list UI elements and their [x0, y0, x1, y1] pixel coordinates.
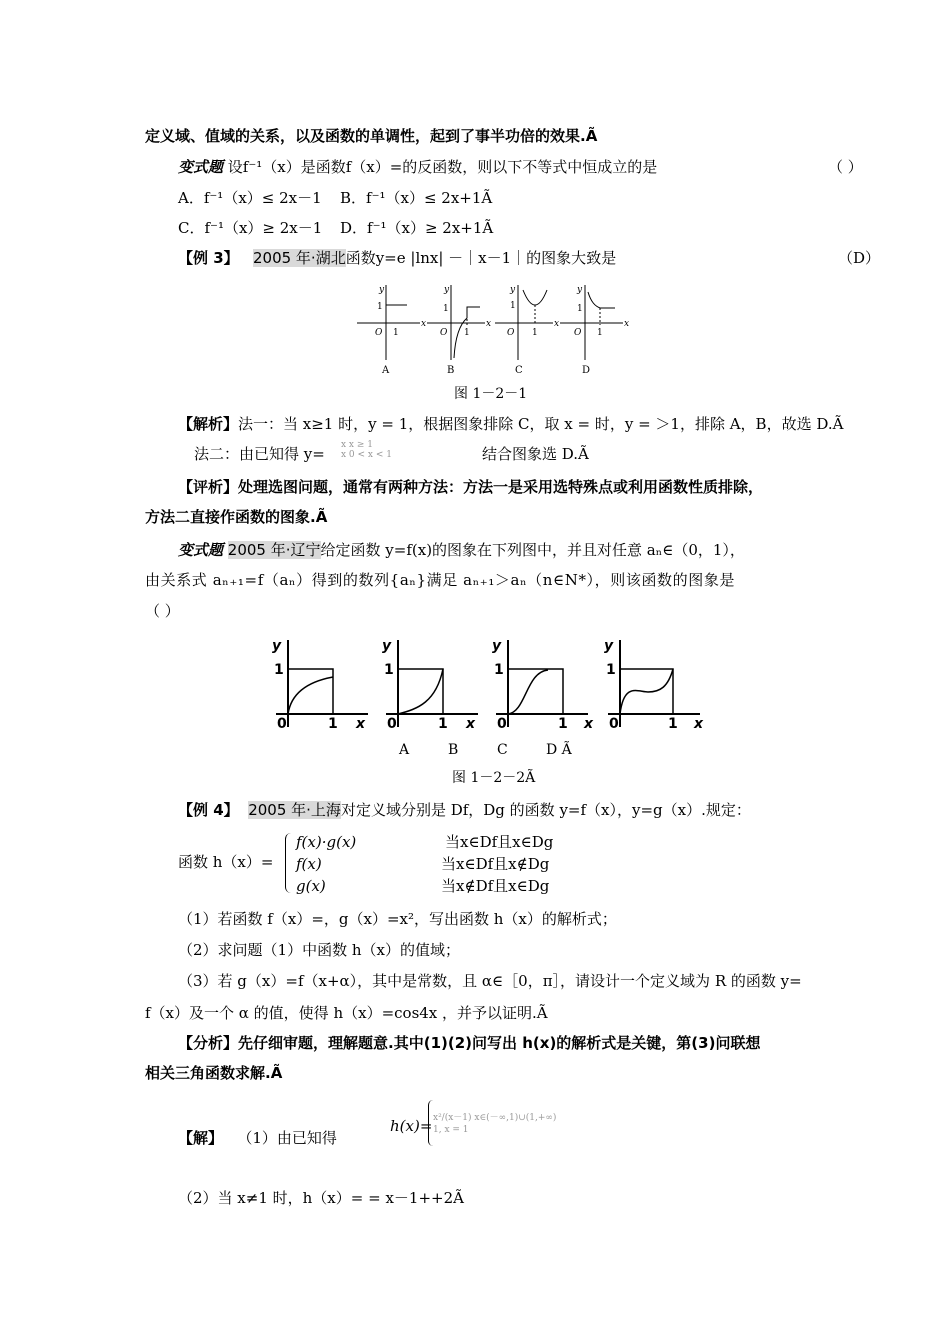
comment-line-1 [178, 477, 763, 497]
graph2-b-x-label: x [466, 716, 476, 732]
solution-4-piecewise [433, 1112, 556, 1136]
solution-4-label: 【解】 [178, 1129, 224, 1147]
h-function-label: 函数 h（x）= [178, 853, 274, 871]
piece-2: x 0 < x < 1 [341, 450, 392, 460]
figure-1-2-1 [355, 280, 635, 380]
graph-c-origin: O [507, 328, 515, 338]
graph-c-tick-x1: 1 [532, 328, 538, 338]
solution-3-method-1 [178, 414, 843, 434]
option-b: B．f⁻¹（x）≤ 2x+1Ã [340, 189, 493, 207]
variant-2-text-1: 给定函数 y=f(x)的图象在下列图中，并且对任意 aₙ∈（0，1）， [320, 541, 745, 559]
graph2-b-y-label: y [382, 638, 392, 654]
graph2-b-label: B [448, 742, 459, 758]
example-4-stem [178, 800, 751, 820]
solution-4-line-2: （2）当 x≠1 时，h（x）= = x－1++2Ã [178, 1189, 464, 1207]
graph2-b-curve [398, 669, 443, 714]
solution-4-text: （1）由已知得 [237, 1129, 337, 1147]
analysis-label: 【分析】 [178, 1034, 239, 1052]
example-4-text: 对定义域分别是 Df，Dg 的函数 y=f（x），y=g（x）.规定： [340, 801, 751, 819]
variant-1-stem [178, 157, 657, 177]
solution-4 [178, 1128, 337, 1148]
case-3-expr: g(x) [296, 877, 326, 895]
figure-1-2-2-caption: 图 1－2－2Ã [452, 770, 536, 786]
solution-3-method-2 [194, 444, 325, 464]
solution-3-m2-pre: 法二：由已知得 y= [194, 445, 325, 463]
analysis-line-1 [178, 1033, 760, 1053]
solution-3-piecewise [341, 440, 392, 460]
answer-blank: （ ） [828, 158, 863, 176]
case-1-expr: f(x)·g(x) [296, 833, 357, 851]
graph-d-x-label: x [624, 319, 630, 329]
graph-b-origin: O [440, 328, 448, 338]
solution-3-m2-post: 结合图象选 D.Ã [482, 445, 589, 463]
h-function-name: h(x)= [390, 1117, 433, 1135]
variant-label: 变式题 [178, 158, 224, 176]
graph2-b-zero: 0 [387, 716, 397, 732]
graph-c-tick-y1: 1 [510, 301, 516, 311]
graph2-b-box [398, 669, 443, 714]
variant-1-text: 设f⁻¹（x）是函数f（x）=的反函数，则以下不等式中恒成立的是 [223, 158, 658, 176]
graph-a-label: A [382, 365, 390, 376]
graph2-c-label: C [497, 742, 508, 758]
comment-text-1: 处理选图问题，通常有两种方法：方法一是采用选特殊点或利用函数性质排除， [238, 478, 764, 496]
example-3-text: 函数y=e |lnx| －｜x－1｜的图象大致是 [345, 249, 617, 267]
graph2-c-tick-y1: 1 [494, 662, 504, 678]
graph-d-tick-y1: 1 [577, 304, 583, 314]
solution-label: 【解析】 [178, 415, 239, 433]
example-3-source: 2005 年·湖北 [252, 249, 346, 267]
analysis-line-2: 相关三角函数求解.Ã [145, 1064, 283, 1082]
graph2-a-box [288, 669, 333, 714]
case-2-expr: f(x) [296, 855, 322, 873]
option-a: A．f⁻¹（x）≤ 2x－1 [178, 189, 322, 207]
example-4-label: 【例 4】 [178, 801, 239, 819]
graph2-a-tick-y1: 1 [274, 662, 284, 678]
graph2-b-tick-x1: 1 [438, 716, 448, 732]
graph-c-label: C [515, 365, 523, 376]
graph2-a-curve [288, 677, 333, 714]
graph2-c-x-label: x [584, 716, 594, 732]
graph-a-y-label: y [379, 285, 385, 295]
case-2-cond: 当x∈Df且x∉Dg [441, 855, 550, 873]
graph2-d-x-label: x [694, 716, 704, 732]
piecewise-brace [285, 833, 292, 893]
variant-2-line-3: （ ） [145, 602, 180, 620]
graph-d-tick-x1: 1 [597, 328, 603, 338]
option-d: D．f⁻¹（x）≥ 2x+1Ã [340, 219, 494, 237]
example-3-stem [178, 248, 616, 268]
graph-c-curve [523, 290, 547, 305]
option-c: C．f⁻¹（x）≥ 2x－1 [178, 219, 323, 237]
case-3-cond: 当x∉Df且x∈Dg [441, 877, 550, 895]
question-1: （1）若函数 f（x）=，g（x）=x²，写出函数 h（x）的解析式； [178, 910, 617, 928]
graph2-a-zero: 0 [277, 716, 287, 732]
graph2-c-tick-x1: 1 [558, 716, 568, 732]
graph-b-tick-y1: 1 [443, 304, 449, 314]
figure-1-2-2 [268, 632, 708, 762]
graph-a-tick-x1: 1 [393, 328, 399, 338]
question-3-line-1: （3）若 g（x）=f（x+α），其中是常数，且 α∈［0，π］，请设计一个定义域为 R 的函数 y= [178, 972, 802, 990]
variant-2-label: 变式题 [178, 541, 224, 559]
text-line-intro: 定义域、值域的关系，以及函数的单调性，起到了事半功倍的效果.Ã [145, 127, 598, 145]
example-3-label: 【例 3】 [178, 249, 239, 267]
graph-d-curve [588, 292, 615, 308]
graph2-d-y-label: y [604, 638, 614, 654]
figure-1-2-1-caption: 图 1－2－1 [454, 386, 528, 402]
graph2-d-label: D Ã [546, 742, 572, 758]
graph-d-label: D [582, 365, 591, 376]
graph2-d-curve [620, 669, 673, 714]
graph2-d-tick-y1: 1 [606, 662, 616, 678]
graph2-c-y-label: y [492, 638, 502, 654]
comment-label: 【评析】 [178, 478, 239, 496]
graph2-c-zero: 0 [497, 716, 507, 732]
graph-d-y-label: y [577, 285, 583, 295]
graph-b-x-label: x [486, 319, 492, 329]
sol4-piece-2: 1, x = 1 [433, 1125, 469, 1135]
graph-b-tick-x1: 1 [464, 328, 470, 338]
comment-line-2: 方法二直接作函数的图象.Ã [145, 508, 328, 526]
graph2-d-tick-x1: 1 [668, 716, 678, 732]
graph2-a-x-label: x [356, 716, 366, 732]
variant-2-line-2: 由关系式 aₙ₊₁=f（aₙ）得到的数列{aₙ}满足 aₙ₊₁＞aₙ（n∈N*），则该函数的图象是 [145, 571, 736, 589]
graph-c-x-label: x [554, 319, 560, 329]
graph2-a-tick-x1: 1 [328, 716, 338, 732]
graph2-d-zero: 0 [609, 716, 619, 732]
graph-a-tick-y1: 1 [377, 302, 383, 312]
sol4-piece-1: x²/(x－1) x∈(－∞,1)∪(1,+∞) [433, 1113, 557, 1123]
graph2-a-label: A [399, 742, 410, 758]
graph-a-origin: O [375, 328, 383, 338]
graph-d-origin: O [574, 328, 582, 338]
graph-b-y-label: y [444, 285, 450, 295]
case-1-cond: 当x∈Df且x∈Dg [445, 833, 554, 851]
graph-a-x-label: x [421, 319, 427, 329]
piece-1: x x ≥ 1 [341, 440, 374, 450]
graph-c-y-label: y [510, 285, 516, 295]
variant-2-source: 2005 年·辽宁 [227, 541, 321, 559]
graph2-c-curve [508, 670, 548, 714]
variant-2-line-1 [178, 540, 745, 560]
question-2: （2）求问题（1）中函数 h（x）的值域； [178, 941, 460, 959]
graph2-b-tick-y1: 1 [384, 662, 394, 678]
question-3-line-2: f（x）及一个 α 的值，使得 h（x）=cos4x ，并予以证明.Ã [145, 1004, 548, 1022]
example-4-source: 2005 年·上海 [248, 801, 341, 819]
solution-3-m1-text: 法一：当 x≥1 时，y = 1，根据图象排除 C，取 x = 时，y = ＞1，排除 A，B，故选 D.Ã [238, 415, 844, 433]
graph-b-label: B [447, 365, 455, 376]
example-3-answer: （D） [838, 249, 881, 267]
graph2-a-y-label: y [272, 638, 282, 654]
analysis-text-1: 先仔细审题，理解题意.其中(1)(2)问写出 h(x)的解析式是关键，第(3)问联想 [238, 1034, 761, 1052]
